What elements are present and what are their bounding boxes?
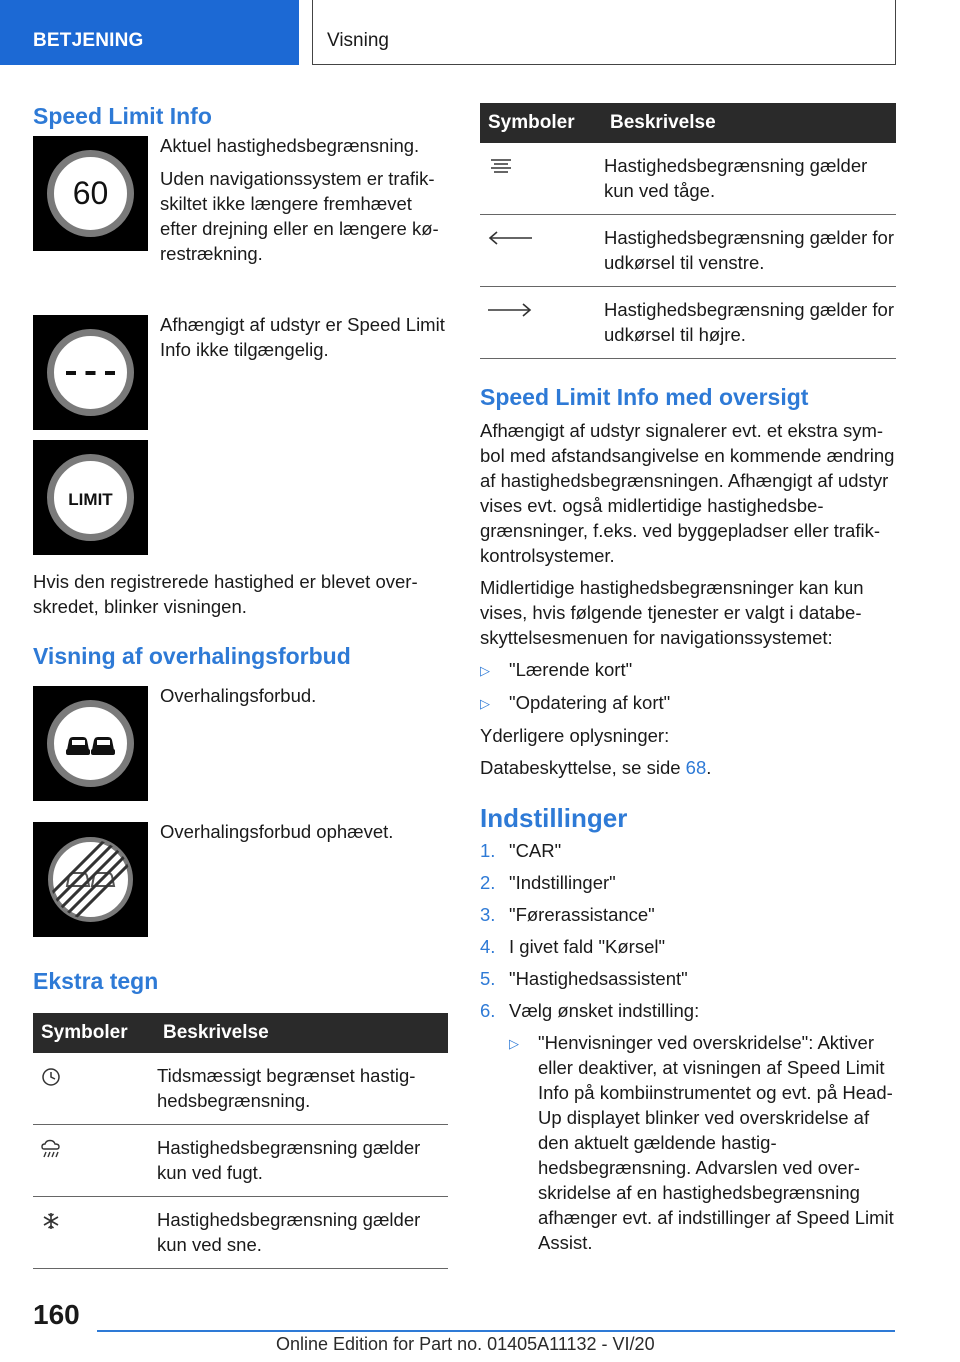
step-text: "Indstillinger" (509, 872, 616, 893)
overview-heading: Speed Limit Info med oversigt (480, 384, 809, 410)
extra-signs-table-left (33, 1013, 448, 1269)
triangle-bullet-icon: ▷ (509, 1036, 519, 1051)
extra-signs-table-right (480, 103, 896, 359)
triangle-bullet-icon: ▷ (480, 663, 490, 678)
col-symbol-header: Symboler (33, 1013, 157, 1053)
header-section-label: BETJENING (33, 30, 144, 51)
col-symbol-header: Symboler (480, 103, 604, 143)
fog-icon (486, 156, 604, 178)
list-item (480, 934, 896, 959)
speed-exceeded-text: Hvis den registrerede hastighed er blevet overskredet, blinker visningen. (33, 571, 418, 617)
list-item (480, 998, 896, 1023)
arrow-right-icon (486, 300, 604, 320)
sub-bullet-text: "Henvisninger ved overskridelse": Aktiver eller deaktiver, at visningen af Speed Limit Info på kombiinstrumentet og evt. på Head-Up displayet blinker ved overskridelse af den aktuelt gældende hastighedsbegrænsning. Advarslen ved overskridelse af en hastighedsbegrænsning afhænger evt. af indstillinger af Speed Limit Assist. (538, 1032, 894, 1253)
figure-speed-60-text (160, 133, 448, 274)
step-number: 5. (480, 968, 496, 989)
col-desc-header: Beskrivelse (604, 103, 896, 143)
list-item (480, 657, 896, 683)
figure-limit (33, 440, 448, 555)
bullet-text: "Opdatering af kort" (509, 692, 671, 713)
arrow-left-icon (486, 228, 604, 248)
speed-limit-current-text: Aktuel hastighedsbegrænsning. (160, 135, 420, 156)
sign-60-text: 60 (72, 175, 109, 211)
list-item (480, 838, 896, 863)
no-overtake-text: Overhalingsforbud. (160, 685, 317, 706)
figure-speed-unknown-text (160, 312, 448, 430)
step-number: 2. (480, 872, 496, 893)
speed-60-sign-icon (33, 136, 148, 251)
step-number: 4. (480, 936, 496, 957)
privacy-reference-text: Databeskyttelse, se side (480, 757, 686, 778)
table-row (480, 215, 896, 287)
privacy-reference-end: . (706, 757, 712, 778)
table-row (33, 1125, 448, 1197)
settings-heading: Indstillinger (480, 803, 628, 833)
list-item (480, 690, 896, 716)
page-link[interactable]: 68 (685, 757, 707, 778)
overview-paragraph-2: Midlertidige hastighedsbegrænsninger kan kun vises, hvis følgende tjenester er valgt i databeskyttelsesmenuen for navigationssystemet: (480, 577, 864, 648)
step-text: "Hastighedsassistent" (509, 968, 688, 989)
extra-signs-heading: Ekstra tegn (33, 968, 159, 994)
row-desc: Hastighedsbegrænsning gælder kun ved sne. (157, 1197, 448, 1269)
speed-unknown-sign-icon (33, 315, 148, 430)
row-desc: Hastighedsbegrænsning gælder kun ved fugt. (157, 1125, 448, 1197)
table-row (33, 1053, 448, 1125)
list-item (480, 966, 896, 991)
list-item (509, 1030, 896, 1255)
speed-limit-no-nav-text: Uden navigationssystem er trafikskiltet ikke længere fremhævet efter drejning eller en længere kørestrækning. (160, 168, 439, 264)
figure-no-overtake-text (160, 683, 448, 801)
edition-text: Online Edition for Part no. 01405A11132 - VI/20 (276, 1334, 655, 1354)
no-overtake-end-text: Overhalingsforbud ophævet. (160, 821, 394, 842)
figure-no-overtake-end (33, 822, 448, 937)
table-row (480, 287, 896, 359)
bullet-text: "Lærende kort" (509, 659, 633, 680)
header-section (0, 0, 299, 65)
rain-icon (39, 1138, 157, 1160)
no-overtake-end-sign-icon (33, 822, 148, 937)
limit-sign-icon (33, 440, 148, 555)
header-subsection (312, 0, 896, 65)
row-desc: Hastighedsbegrænsning gælder for udkørsel til højre. (604, 287, 896, 359)
step-text: Vælg ønsket indstilling: (509, 1000, 700, 1021)
speed-limit-heading: Speed Limit Info (33, 103, 212, 129)
figure-no-overtake-end-text (160, 819, 448, 937)
left-column (33, 103, 448, 1269)
table-row (480, 143, 896, 215)
row-desc: Hastighedsbegrænsning gælder for udkørsel til venstre. (604, 215, 896, 287)
no-overtake-sign-icon (33, 686, 148, 801)
step-number: 3. (480, 904, 496, 925)
figure-no-overtake (33, 686, 448, 801)
step-text: "CAR" (509, 840, 562, 861)
header-subsection-label: Visning (327, 30, 389, 51)
table-row (33, 1197, 448, 1269)
further-info-text: Yderligere oplysninger: (480, 725, 670, 746)
footer-divider (97, 1330, 895, 1332)
sign-limit-text: LIMIT (68, 490, 113, 509)
triangle-bullet-icon: ▷ (480, 696, 490, 711)
step-text: I givet fald "Kørsel" (509, 936, 666, 957)
overview-paragraph-1: Afhængigt af udstyr signalerer evt. et ekstra symbol med afstandsangivelse en kommende ændring af hastighedsbegrænsningen. Afhængigt af udstyr vises evt. også midlertidige hastighedsbegrænsninger, f.eks. ved byggepladser eller trafikkontrolsystemer. (480, 420, 895, 566)
step-text: "Førerassistance" (509, 904, 655, 925)
figure-speed-unknown (33, 315, 448, 430)
privacy-reference (480, 755, 896, 780)
col-desc-header: Beskrivelse (157, 1013, 448, 1053)
page-number: 160 (33, 1299, 80, 1330)
step-number: 1. (480, 840, 496, 861)
clock-icon (39, 1066, 157, 1088)
right-column (480, 103, 896, 1262)
row-desc: Hastighedsbegrænsning gælder kun ved tåge. (604, 143, 896, 215)
list-item (480, 870, 896, 895)
list-item (480, 902, 896, 927)
step-number: 6. (480, 1000, 496, 1021)
row-desc: Tidsmæssigt begrænset hastighedsbegrænsning. (157, 1053, 448, 1125)
figure-speed-60 (33, 136, 448, 274)
overtake-heading: Visning af overhalingsforbud (33, 643, 351, 669)
speed-limit-availability-text: Afhængigt af udstyr er Speed Limit Info ikke tilgængelig. (160, 314, 445, 360)
snowflake-icon (39, 1210, 157, 1232)
